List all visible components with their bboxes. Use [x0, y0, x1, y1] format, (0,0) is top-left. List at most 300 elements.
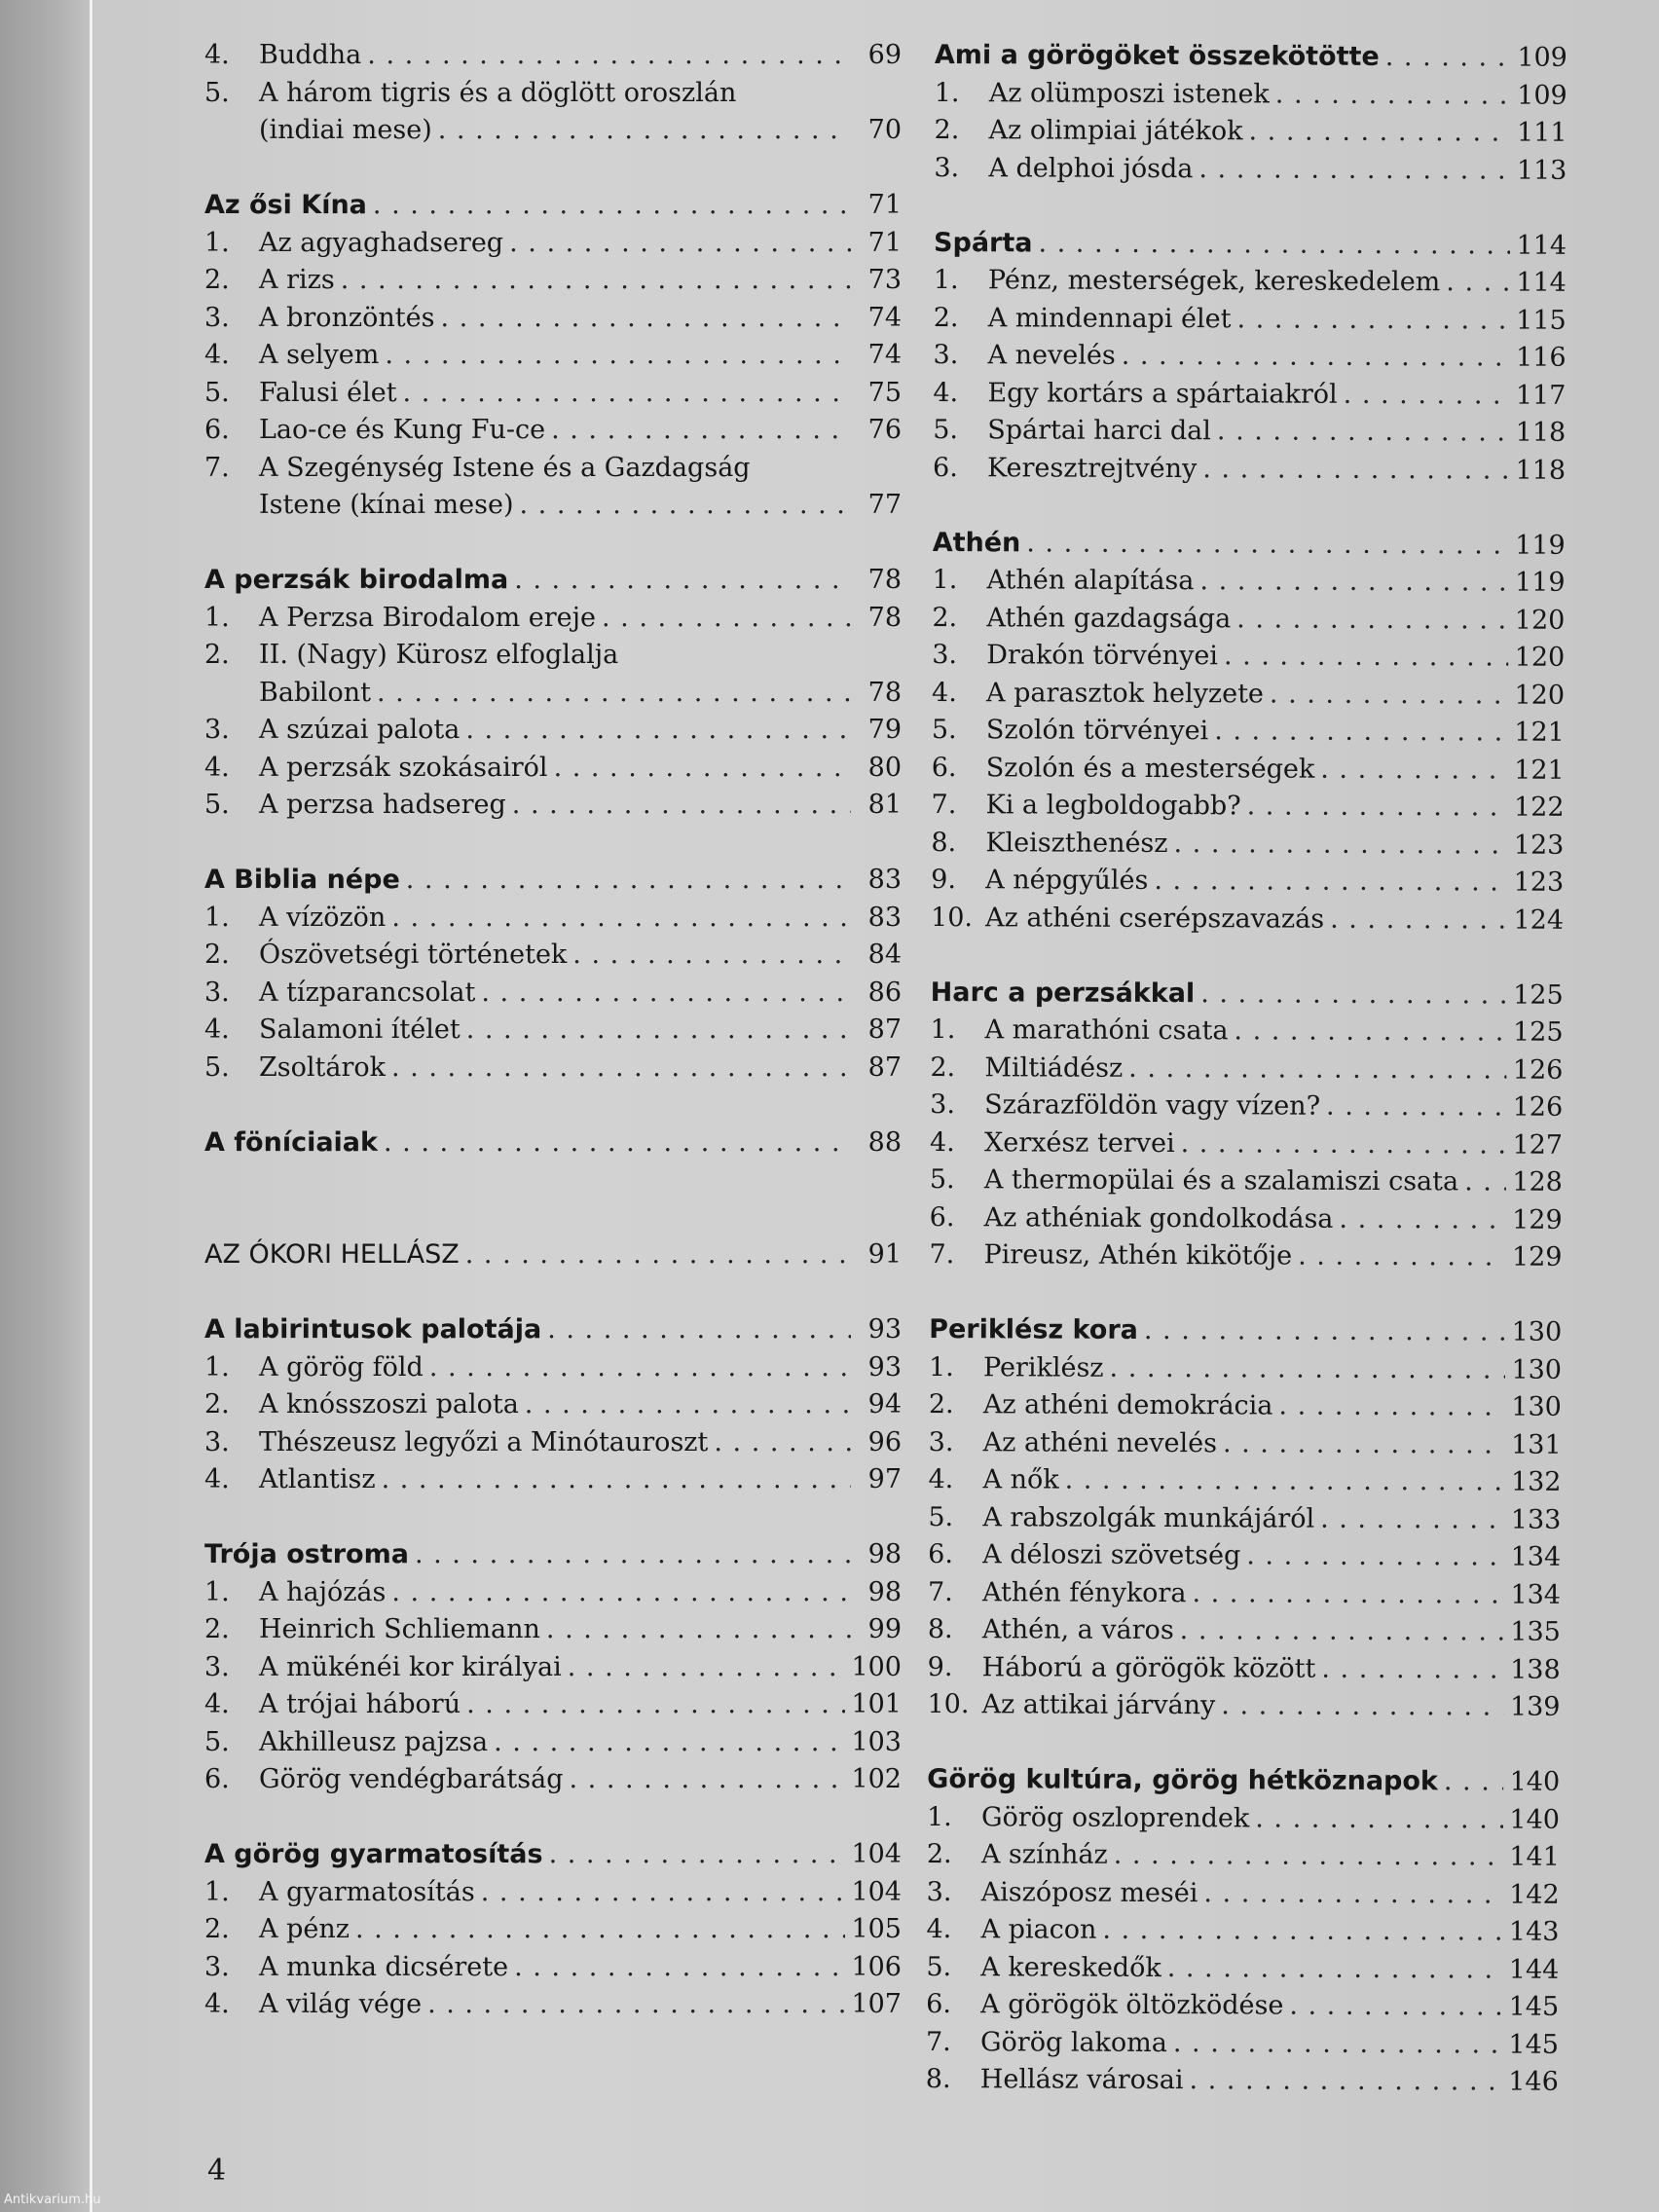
toc-page-number: 120	[1514, 605, 1566, 636]
toc-page-number: 133	[1510, 1504, 1562, 1535]
dot-leader	[1446, 264, 1510, 302]
dot-leader	[1181, 1125, 1507, 1164]
toc-page-number: 107	[851, 1989, 902, 2019]
toc-page-number: 126	[1512, 1091, 1564, 1123]
dot-leader	[1122, 338, 1510, 377]
toc-entry-number: 2.	[933, 302, 959, 333]
toc-page-number: 84	[867, 940, 902, 970]
dot-leader	[1154, 863, 1507, 902]
toc-entry-number: 1.	[204, 902, 230, 933]
toc-entry-title: A marathóni csata	[984, 1014, 1229, 1047]
toc-entry	[204, 1574, 902, 1612]
toc-entry	[204, 637, 902, 675]
toc-entry	[931, 824, 1564, 864]
toc-entry-title: A rizs	[259, 265, 335, 295]
toc-chapter-heading	[204, 1311, 902, 1349]
toc-entry	[204, 787, 902, 825]
toc-page-number: 131	[1511, 1429, 1562, 1460]
toc-chapter-heading	[929, 1311, 1562, 1351]
dot-leader	[1221, 1687, 1504, 1726]
dot-leader	[1298, 1238, 1506, 1276]
toc-entry-number: 4.	[204, 1689, 230, 1719]
toc-entry-number: 3.	[926, 1876, 952, 1907]
dot-leader	[481, 975, 851, 1013]
toc-entry	[204, 1349, 902, 1387]
dot-leader	[367, 37, 851, 75]
toc-entry-number: 1.	[926, 1801, 952, 1832]
toc-entry	[204, 412, 902, 450]
dot-leader	[512, 787, 851, 825]
toc-chapter-heading	[927, 1761, 1560, 1801]
toc-entry-title: A thermopülai és a szalamiszi csata	[983, 1164, 1459, 1198]
toc-entry-number: 4.	[204, 752, 230, 783]
toc-entry-title: Görög oszloprendek	[980, 1801, 1250, 1833]
toc-chapter-heading	[204, 1124, 902, 1162]
toc-entry	[927, 1836, 1560, 1876]
toc-entry-number: 1.	[204, 602, 230, 633]
toc-page-number: 120	[1514, 642, 1566, 673]
toc-entry-title: (indiai mese)	[259, 115, 432, 145]
toc-page-number: 116	[1515, 342, 1567, 373]
dot-leader	[391, 1050, 851, 1088]
toc-entry	[204, 675, 902, 713]
toc-page-number: 76	[867, 415, 902, 445]
dot-leader	[549, 1836, 846, 1874]
toc-entry-number: 10.	[930, 902, 974, 933]
toc-entry-number: 4.	[926, 1913, 952, 1945]
toc-entry-number: 1.	[204, 1576, 230, 1607]
toc-page-number: 99	[867, 1614, 902, 1644]
toc-entry	[932, 599, 1565, 639]
toc-entry	[204, 1611, 902, 1649]
toc-chapter-heading	[933, 524, 1566, 564]
dot-leader	[465, 712, 851, 750]
toc-entry-title: A Szegénység Istene és a Gazdagság	[259, 452, 751, 483]
toc-entry-title: A tízparancsolat	[259, 977, 476, 1008]
toc-entry-number: 6.	[933, 452, 958, 483]
toc-entry	[204, 1050, 902, 1088]
toc-entry-title: Heinrich Schliemann	[259, 1614, 540, 1644]
toc-entry-title: A görögök öltözködése	[980, 1989, 1284, 2021]
dot-leader	[1128, 1050, 1507, 1088]
dot-leader	[1234, 1013, 1507, 1051]
toc-page-number: 73	[867, 265, 902, 295]
toc-entry	[932, 749, 1565, 789]
toc-entry-title: A népgyűlés	[985, 865, 1149, 896]
dot-leader	[406, 862, 851, 900]
toc-entry-number: 6.	[928, 1538, 954, 1570]
toc-page-number: 126	[1512, 1054, 1564, 1086]
toc-page-number: 71	[867, 190, 902, 220]
toc-page-number: 146	[1508, 2066, 1559, 2097]
toc-entry-number: 4.	[204, 340, 230, 370]
dot-leader	[525, 1386, 851, 1424]
spacer	[929, 1273, 1562, 1313]
toc-entry-title: Háború a görögök között	[981, 1651, 1316, 1684]
toc-entry-number: 7.	[927, 1576, 953, 1607]
toc-page-number: 106	[851, 1951, 902, 1982]
toc-page-number: 109	[1517, 42, 1567, 73]
toc-entry-title: A görög föld	[259, 1351, 424, 1382]
toc-entry-number: 4.	[928, 1463, 954, 1495]
toc-entry	[927, 1686, 1560, 1726]
toc-entry-number: 7.	[204, 452, 230, 483]
toc-entry-title: A nevelés	[987, 340, 1116, 371]
toc-entry-title: Kleiszthenész	[985, 827, 1168, 859]
toc-entry-title: A delphoi jósda	[988, 152, 1194, 184]
toc-page-number: 121	[1514, 755, 1565, 786]
toc-entry-title: Salamoni ítélet	[259, 1014, 461, 1045]
toc-entry-title: Görög vendégbarátság	[259, 1764, 564, 1794]
toc-entry-title: A Perzsa Birodalom ereje	[259, 602, 596, 633]
toc-entry-number: 6.	[926, 1988, 952, 2020]
toc-entry	[934, 299, 1567, 339]
toc-entry-title: Lao-ce és Kung Fu-ce	[259, 415, 546, 445]
toc-entry	[932, 637, 1565, 677]
toc-entry	[204, 1461, 902, 1499]
toc-entry-number: 2.	[930, 1051, 956, 1083]
dot-leader	[384, 1124, 851, 1162]
dot-leader	[572, 937, 851, 975]
toc-entry-title: A perzsák birodalma	[204, 565, 509, 595]
dot-leader	[382, 1461, 851, 1499]
toc-entry	[926, 1986, 1559, 2026]
dot-leader	[1444, 1763, 1504, 1801]
dot-leader	[509, 225, 851, 263]
toc-page-number: 101	[851, 1689, 902, 1719]
toc-entry-title: Az athéni nevelés	[982, 1426, 1218, 1458]
toc-entry-number: 5.	[926, 1951, 952, 1982]
toc-left-column	[204, 37, 902, 2024]
toc-entry-title: A hajózás	[259, 1576, 387, 1607]
toc-entry	[928, 1498, 1561, 1538]
dot-leader	[1173, 826, 1507, 865]
toc-entry-title: A színház	[980, 1839, 1108, 1870]
toc-entry-title: Spártai harci dal	[987, 415, 1212, 447]
toc-entry-number: 5.	[933, 414, 959, 446]
toc-entry	[204, 75, 902, 113]
toc-entry	[932, 674, 1565, 714]
toc-entry-title: A rabszolgák munkájáról	[982, 1501, 1315, 1534]
spacer	[204, 1199, 902, 1237]
dot-leader	[1464, 1163, 1506, 1201]
toc-entry	[932, 712, 1565, 752]
dot-leader	[1144, 1312, 1506, 1351]
toc-entry-number: 6.	[931, 752, 957, 783]
toc-entry	[933, 374, 1566, 414]
toc-entry-number: 8.	[925, 2063, 951, 2095]
toc-page-number: 78	[867, 602, 902, 633]
dot-leader	[1278, 1388, 1505, 1427]
dot-leader	[1320, 751, 1508, 789]
dot-leader	[341, 262, 851, 300]
toc-entry-number: 2.	[204, 940, 230, 970]
toc-entry	[204, 337, 902, 375]
toc-entry-number: 8.	[931, 827, 957, 858]
toc-entry	[931, 899, 1564, 939]
toc-right-column	[926, 37, 1567, 2101]
toc-entry-number: 2.	[204, 1614, 230, 1644]
toc-entry-number: 1.	[204, 1876, 230, 1907]
toc-entry-number: 7.	[931, 789, 957, 821]
toc-entry-title: Ami a görögöket összekötötte	[934, 39, 1380, 72]
dot-leader	[1247, 788, 1509, 827]
toc-entry-title: A három tigris és a döglött oroszlán	[259, 77, 737, 108]
toc-entry-title: Ki a legboldogabb?	[985, 790, 1241, 822]
dot-leader	[1385, 39, 1512, 77]
toc-entry	[204, 1949, 902, 1987]
toc-entry	[929, 1348, 1562, 1388]
toc-entry	[928, 1536, 1561, 1576]
toc-entry-title: Atlantisz	[259, 1464, 376, 1494]
toc-page-number: 103	[851, 1726, 902, 1757]
toc-entry	[204, 1986, 902, 2024]
toc-chapter-heading	[204, 562, 902, 600]
toc-entry	[204, 375, 902, 413]
toc-entry	[933, 337, 1566, 377]
toc-page-number: 105	[851, 1914, 902, 1944]
toc-entry-title: Falusi élet	[259, 377, 397, 408]
toc-entry-title: Egy kortárs a spártaiakról	[987, 377, 1338, 410]
toc-entry-number: 3.	[204, 977, 230, 1008]
toc-entry-title: Az olimpiai játékok	[988, 115, 1243, 147]
dot-leader	[1321, 1650, 1504, 1688]
toc-entry-number: 3.	[932, 639, 958, 671]
dot-leader	[1275, 76, 1512, 115]
toc-entry	[204, 112, 902, 150]
dot-leader	[547, 1311, 851, 1349]
toc-entry	[204, 750, 902, 788]
toc-entry	[931, 787, 1564, 827]
toc-entry	[204, 1761, 902, 1799]
toc-page-number: 120	[1514, 680, 1566, 711]
toc-page-number: 143	[1508, 1916, 1560, 1947]
toc-entry-number: 2.	[926, 1838, 952, 1870]
toc-entry	[932, 562, 1565, 602]
toc-entry-number: 3.	[934, 152, 960, 183]
toc-entry-title: Trója ostroma	[204, 1539, 409, 1569]
toc-page-number: 104	[851, 1876, 902, 1907]
toc-entry-title: Periklész	[982, 1351, 1104, 1383]
toc-entry-number: 3.	[933, 339, 959, 371]
toc-entry	[204, 1649, 902, 1687]
toc-entry-title: Drakón törvényei	[986, 640, 1219, 672]
toc-page-number: 129	[1512, 1204, 1563, 1235]
dot-leader	[1114, 1837, 1504, 1876]
toc-page-number: 134	[1510, 1579, 1562, 1610]
dot-leader	[415, 1536, 851, 1574]
toc-entry	[204, 37, 902, 75]
toc-page-number: 140	[1509, 1766, 1561, 1797]
toc-entry	[928, 1648, 1561, 1688]
toc-chapter-heading	[935, 37, 1567, 77]
toc-entry-title: Spárta	[934, 227, 1033, 258]
toc-entry-title: Hellász városai	[979, 2064, 1184, 2096]
toc-entry	[930, 1087, 1563, 1126]
toc-page-number: 125	[1512, 1016, 1564, 1048]
toc-entry-number: 3.	[204, 1426, 230, 1457]
toc-entry-title: Szolón és a mesterségek	[985, 752, 1315, 785]
toc-entry-title: Akhilleusz pajzsa	[259, 1726, 489, 1757]
toc-page-number: 71	[867, 227, 902, 258]
toc-page-number: 83	[867, 902, 902, 933]
toc-entry	[926, 1911, 1559, 1951]
toc-entry	[204, 1386, 902, 1424]
dot-leader	[1189, 2062, 1502, 2101]
toc-entry-number: 1.	[928, 1351, 954, 1382]
toc-entry	[933, 412, 1566, 452]
toc-page-number: 79	[867, 715, 902, 745]
spacer	[927, 1723, 1560, 1763]
dot-leader	[1330, 901, 1508, 939]
toc-page-number: 102	[851, 1764, 902, 1794]
spacer	[204, 525, 902, 563]
toc-entry-title: Istene (kínai mese)	[259, 490, 514, 520]
dot-leader	[481, 1874, 846, 1912]
toc-page-number: 69	[867, 40, 902, 70]
toc-entry-title: Athén, a város	[981, 1614, 1174, 1646]
toc-entry-title: Pénz, mesterségek, kereskedelem	[987, 265, 1441, 298]
toc-entry-number: 1.	[204, 1351, 230, 1382]
toc-entry-title: A vízözön	[259, 902, 387, 933]
dot-leader	[1217, 413, 1510, 452]
dot-leader	[1339, 1200, 1506, 1238]
toc-entry-number: 9.	[931, 864, 957, 896]
toc-entry-title: A déloszi szövetség	[982, 1539, 1241, 1571]
dot-leader	[1202, 451, 1509, 490]
toc-page-number: 122	[1513, 792, 1565, 823]
dot-leader	[466, 1686, 845, 1724]
dot-leader	[546, 1611, 851, 1649]
toc-entry-title: Athén alapítása	[986, 565, 1195, 597]
dot-leader	[554, 750, 851, 788]
toc-entry	[930, 1049, 1563, 1088]
toc-page-number: 144	[1508, 1954, 1560, 1985]
toc-entry-number: 1.	[934, 77, 960, 108]
toc-entry-title: Pireusz, Athén kikötője	[983, 1239, 1293, 1272]
spacer	[204, 1087, 902, 1124]
toc-entry-title: Athén	[932, 527, 1021, 558]
toc-entry-title: Az olümposzi istenek	[988, 77, 1270, 110]
toc-page-number: 145	[1508, 1991, 1560, 2022]
toc-part-heading	[204, 1236, 902, 1274]
toc-page-number: 94	[867, 1389, 902, 1419]
toc-chapter-heading	[204, 1536, 902, 1574]
page-number: 4	[207, 2154, 227, 2188]
toc-entry-title: A bronzöntés	[259, 302, 435, 333]
toc-page-number: 130	[1511, 1316, 1563, 1347]
dot-leader	[429, 1349, 851, 1387]
toc-entry-title: Periklész kora	[929, 1313, 1138, 1346]
toc-page-number: 111	[1516, 117, 1567, 148]
toc-entry-title: Xerxész tervei	[983, 1126, 1175, 1159]
toc-entry-number: 5.	[928, 1501, 954, 1532]
toc-entry-title: Szárazföldön vagy vízen?	[984, 1089, 1321, 1122]
toc-entry-number: 5.	[929, 1163, 955, 1196]
toc-entry-number: 5.	[204, 77, 230, 108]
toc-entry	[929, 1386, 1562, 1426]
toc-entry-number: 3.	[204, 715, 230, 745]
toc-entry-title: Ószövetségi történetek	[259, 940, 568, 970]
toc-entry	[930, 1161, 1563, 1201]
toc-page-number: 128	[1512, 1166, 1563, 1198]
toc-entry	[927, 1798, 1560, 1838]
toc-page-number: 113	[1516, 155, 1567, 186]
toc-page-number: 142	[1509, 1879, 1560, 1910]
dot-leader	[551, 412, 851, 450]
toc-entry-title: A mindennapi élet	[987, 302, 1232, 334]
toc-entry	[929, 1236, 1562, 1276]
toc-entry-title: A munka dicsérete	[259, 1951, 509, 1982]
toc-entry-title: A perzsák szokásairól	[259, 752, 548, 783]
toc-page-number: 123	[1513, 830, 1565, 861]
dot-leader	[1214, 713, 1508, 752]
toc-entry	[204, 1424, 902, 1462]
toc-entry-title: Miltiádész	[984, 1051, 1124, 1084]
toc-page-number: 83	[867, 865, 902, 895]
toc-entry-title: A nők	[982, 1464, 1059, 1495]
dot-leader	[1180, 1612, 1505, 1651]
dot-leader	[1200, 976, 1507, 1014]
dot-leader	[377, 675, 851, 713]
toc-chapter-heading	[934, 224, 1567, 264]
toc-page-number: 77	[867, 490, 902, 520]
toc-chapter-heading	[931, 974, 1564, 1014]
dot-leader	[1255, 1800, 1503, 1839]
dot-leader	[1248, 113, 1511, 152]
toc-entry-title: Az athéni cserépszavazás	[984, 902, 1325, 935]
toc-entry-title: Thészeusz legyőzi a Minótauroszt	[259, 1426, 709, 1457]
dot-leader	[1223, 1425, 1505, 1464]
toc-entry	[204, 975, 902, 1013]
spacer	[933, 487, 1566, 527]
dot-leader	[1246, 1537, 1505, 1576]
toc-entry-number: 4.	[933, 377, 959, 408]
toc-entry-title: Az attikai járvány	[981, 1689, 1216, 1721]
dot-leader	[1224, 638, 1509, 677]
toc-entry-number: 2.	[204, 1914, 230, 1944]
toc-page-number: 130	[1511, 1391, 1562, 1422]
spacer	[204, 1799, 902, 1837]
toc-page-number: 124	[1513, 904, 1565, 936]
toc-entry	[204, 262, 902, 300]
toc-page-number: 87	[867, 1014, 902, 1045]
toc-entry-title: Szolón törvényei	[985, 715, 1209, 747]
toc-entry-title: Athén fénykora	[981, 1576, 1187, 1608]
toc-entry	[928, 1573, 1561, 1613]
dot-leader	[519, 487, 851, 525]
toc-entry-title: A szúzai palota	[259, 715, 461, 745]
toc-entry	[935, 74, 1567, 114]
toc-entry-title: Az athéniak gondolkodása	[983, 1201, 1334, 1235]
toc-entry	[926, 2061, 1559, 2101]
toc-entry-title: A mükénéi kor királyai	[259, 1651, 562, 1682]
toc-entry	[204, 900, 902, 938]
toc-entry	[204, 937, 902, 975]
toc-entry	[930, 1198, 1563, 1238]
toc-page-number: 75	[867, 377, 902, 408]
dot-leader	[1289, 1988, 1502, 2026]
toc-entry	[929, 1423, 1562, 1463]
toc-entry-number: 5.	[204, 1726, 230, 1757]
toc-page-number: 87	[867, 1051, 902, 1083]
toc-page-number: 97	[867, 1464, 902, 1494]
dot-leader	[1344, 376, 1510, 414]
toc-page-number: 114	[1516, 267, 1567, 298]
dot-leader	[714, 1424, 851, 1462]
toc-entry-number: 4.	[204, 40, 230, 70]
toc-page-number: 132	[1510, 1466, 1562, 1497]
